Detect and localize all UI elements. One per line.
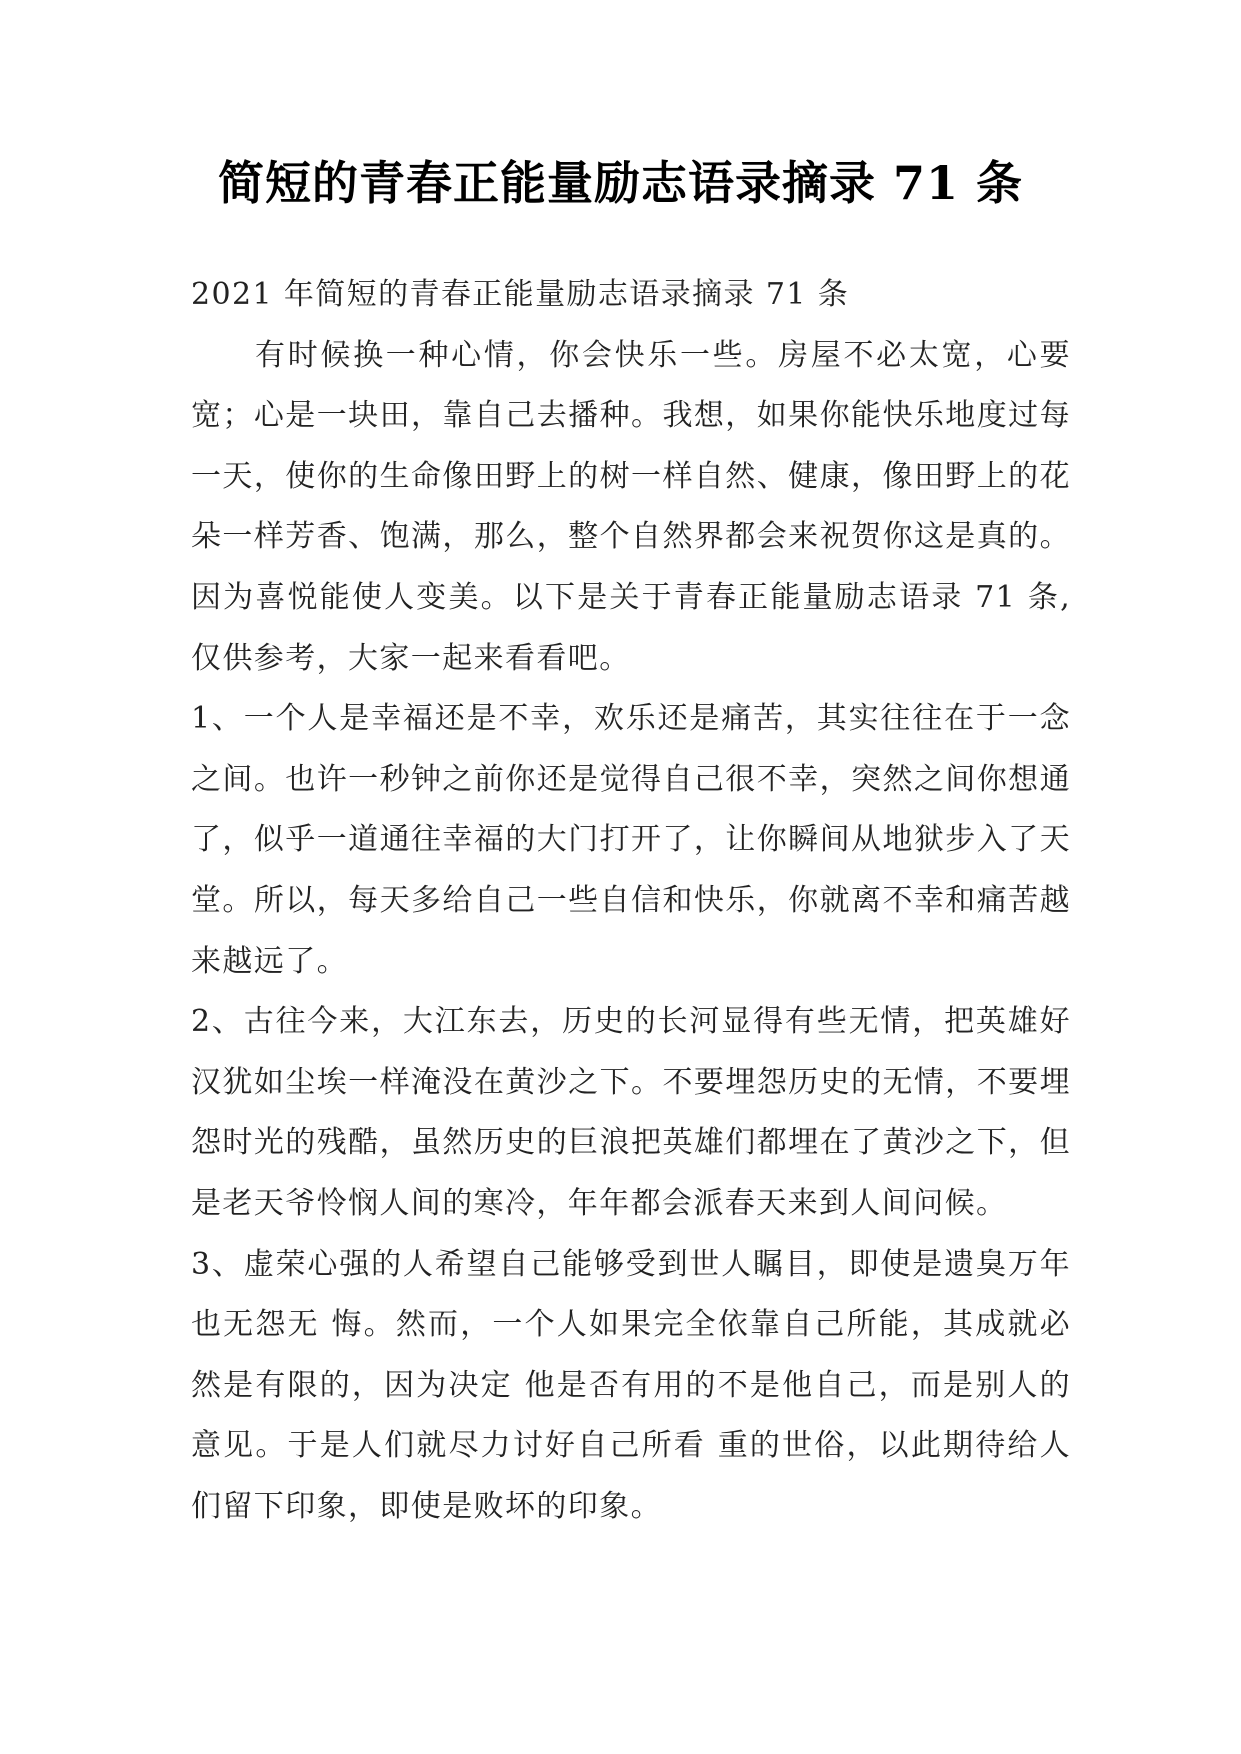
quote-item-1: 1、一个人是幸福还是不幸，欢乐还是痛苦，其实往往在于一念之间。也许一秒钟之前你还是觉得自己很不幸，突然之间你想通了，似乎一道通往幸福的大门打开了，让你瞬间从地狱步入了天堂。所以，每天多给自己一些自信和快乐，你就离不幸和痛苦越来越远了。 <box>191 701 1071 979</box>
quote-item-3: 3、虚荣心强的人希望自己能够受到世人瞩目，即使是遗臭万年也无怨无 悔。然而，一个人如果完全依靠自己所能，其成就必然是有限的，因为决定 他是否有用的不是他自己，而是别人的意见。于是人们就尽力讨好自己所看 重的世俗，以此期待给人们留下印象，即使是败坏的印象。 <box>191 1246 1071 1524</box>
quote-item-2: 2、古往今来，大江东去，历史的长河显得有些无情，把英雄好汉犹如尘埃一样淹没在黄沙之下。不要埋怨历史的无情，不要埋怨时光的残酷，虽然历史的巨浪把英雄们都埋在了黄沙之下，但是老天爷怜悯人间的寒冷，年年都会派春天来到人间问候。 <box>191 1004 1071 1221</box>
document-body <box>191 265 1071 1537</box>
subtitle-line: 2021 年简短的青春正能量励志语录摘录 71 条 <box>191 277 850 312</box>
intro-paragraph: 有时候换一种心情，你会快乐一些。房屋不必太宽，心要宽；心是一块田，靠自己去播种。我想，如果你能快乐地度过每一天，使你的生命像田野上的树一样自然、健康，像田野上的花朵一样芳香、饱满，那么，整个自然界都会来祝贺你这是真的。因为喜悦能使人变美。以下是关于青春正能量励志语录 71 条,仅供参考，大家一起来看看吧。 <box>191 337 1072 676</box>
document-title: 简短的青春正能量励志语录摘录 71 条 <box>217 156 1024 210</box>
